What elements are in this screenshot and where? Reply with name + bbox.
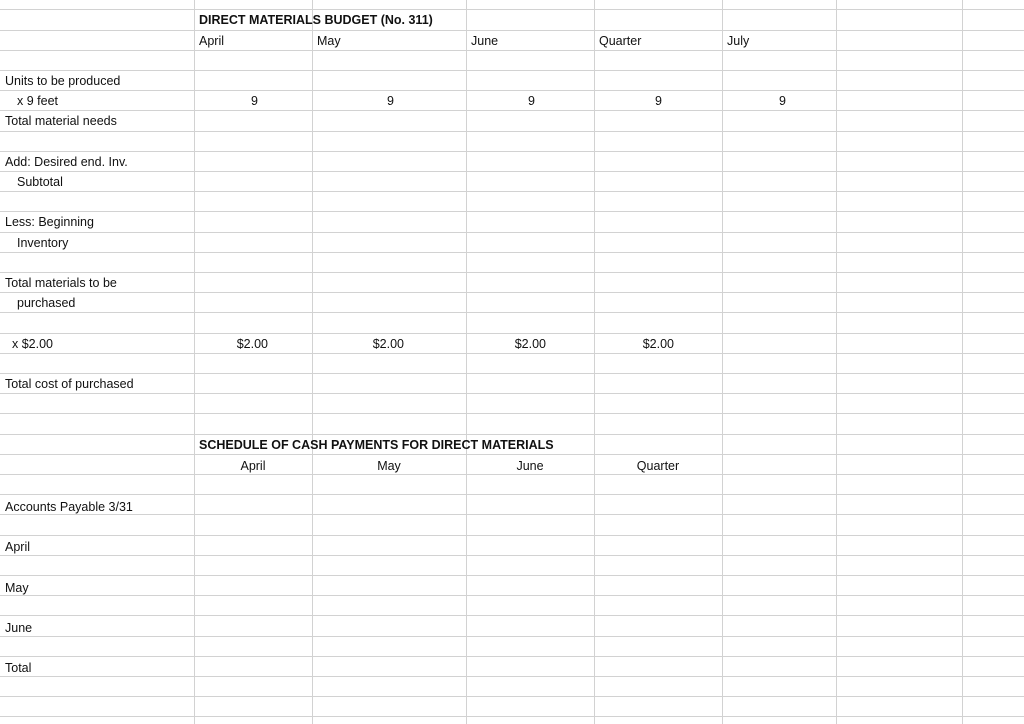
grid-row-line: [0, 9, 1024, 10]
grid-row-line: [0, 50, 1024, 51]
row-total: Total: [5, 661, 32, 675]
grid-row-line: [0, 636, 1024, 637]
row-x-price: x $2.00: [12, 337, 54, 351]
grid-row-line: [0, 656, 1024, 657]
row-subtotal: Subtotal: [17, 175, 63, 189]
budget-col-may: May: [317, 34, 341, 48]
row-purchased: purchased: [17, 296, 76, 310]
budget-col-july: July: [727, 34, 750, 48]
grid-row-line: [0, 555, 1024, 556]
grid-row-line: [0, 131, 1024, 132]
budget-title: DIRECT MATERIALS BUDGET (No. 311): [199, 13, 433, 27]
grid-row-line: [0, 30, 1024, 31]
row-add-desired-end-inv: Add: Desired end. Inv.: [5, 155, 128, 169]
feet-value-may: 9: [387, 94, 394, 108]
grid-row-line: [0, 232, 1024, 233]
grid-row-line: [0, 696, 1024, 697]
schedule-col-june: June: [516, 459, 544, 473]
grid-row-line: [0, 535, 1024, 536]
row-may: May: [5, 581, 29, 595]
feet-value-quarter: 9: [655, 94, 662, 108]
grid-col-line: [836, 0, 837, 724]
budget-col-quarter: Quarter: [599, 34, 642, 48]
row-april: April: [5, 540, 31, 554]
grid-row-line: [0, 615, 1024, 616]
row-total-materials-to-be: Total materials to be: [5, 276, 117, 290]
grid-row-line: [0, 312, 1024, 313]
price-value-may: $2.00: [372, 337, 404, 351]
feet-value-july: 9: [779, 94, 786, 108]
budget-col-june: June: [471, 34, 499, 48]
schedule-col-april: April: [240, 459, 266, 473]
row-units-to-be-produced: Units to be produced: [5, 74, 121, 88]
row-x-feet: x 9 feet: [17, 94, 58, 108]
price-value-quarter: $2.00: [642, 337, 674, 351]
row-total-material-needs: Total material needs: [5, 114, 117, 128]
feet-value-april: 9: [251, 94, 258, 108]
row-total-cost-of-purchased: Total cost of purchased: [5, 377, 134, 391]
row-accounts-payable: Accounts Payable 3/31: [5, 500, 133, 514]
grid-row-line: [0, 595, 1024, 596]
price-value-june: $2.00: [514, 337, 546, 351]
grid-row-line: [0, 413, 1024, 414]
grid-row-line: [0, 494, 1024, 495]
schedule-title: SCHEDULE OF CASH PAYMENTS FOR DIRECT MATERIALS: [199, 438, 554, 452]
grid-row-line: [0, 373, 1024, 374]
grid-row-line: [0, 272, 1024, 273]
schedule-col-quarter: Quarter: [636, 459, 680, 473]
grid-row-line: [0, 252, 1024, 253]
schedule-col-may: May: [377, 459, 401, 473]
grid-row-line: [0, 514, 1024, 515]
row-june: June: [5, 621, 33, 635]
grid-row-line: [0, 716, 1024, 717]
grid-row-line: [0, 575, 1024, 576]
grid-row-line: [0, 151, 1024, 152]
grid-row-line: [0, 191, 1024, 192]
row-inventory: Inventory: [17, 236, 69, 250]
budget-col-april: April: [199, 34, 225, 48]
price-value-april: $2.00: [236, 337, 268, 351]
grid-row-line: [0, 292, 1024, 293]
grid-row-line: [0, 211, 1024, 212]
grid-row-line: [0, 70, 1024, 71]
grid-row-line: [0, 171, 1024, 172]
grid-row-line: [0, 676, 1024, 677]
row-less-beginning: Less: Beginning: [5, 215, 94, 229]
feet-value-june: 9: [528, 94, 535, 108]
grid-col-line: [962, 0, 963, 724]
grid-row-line: [0, 393, 1024, 394]
